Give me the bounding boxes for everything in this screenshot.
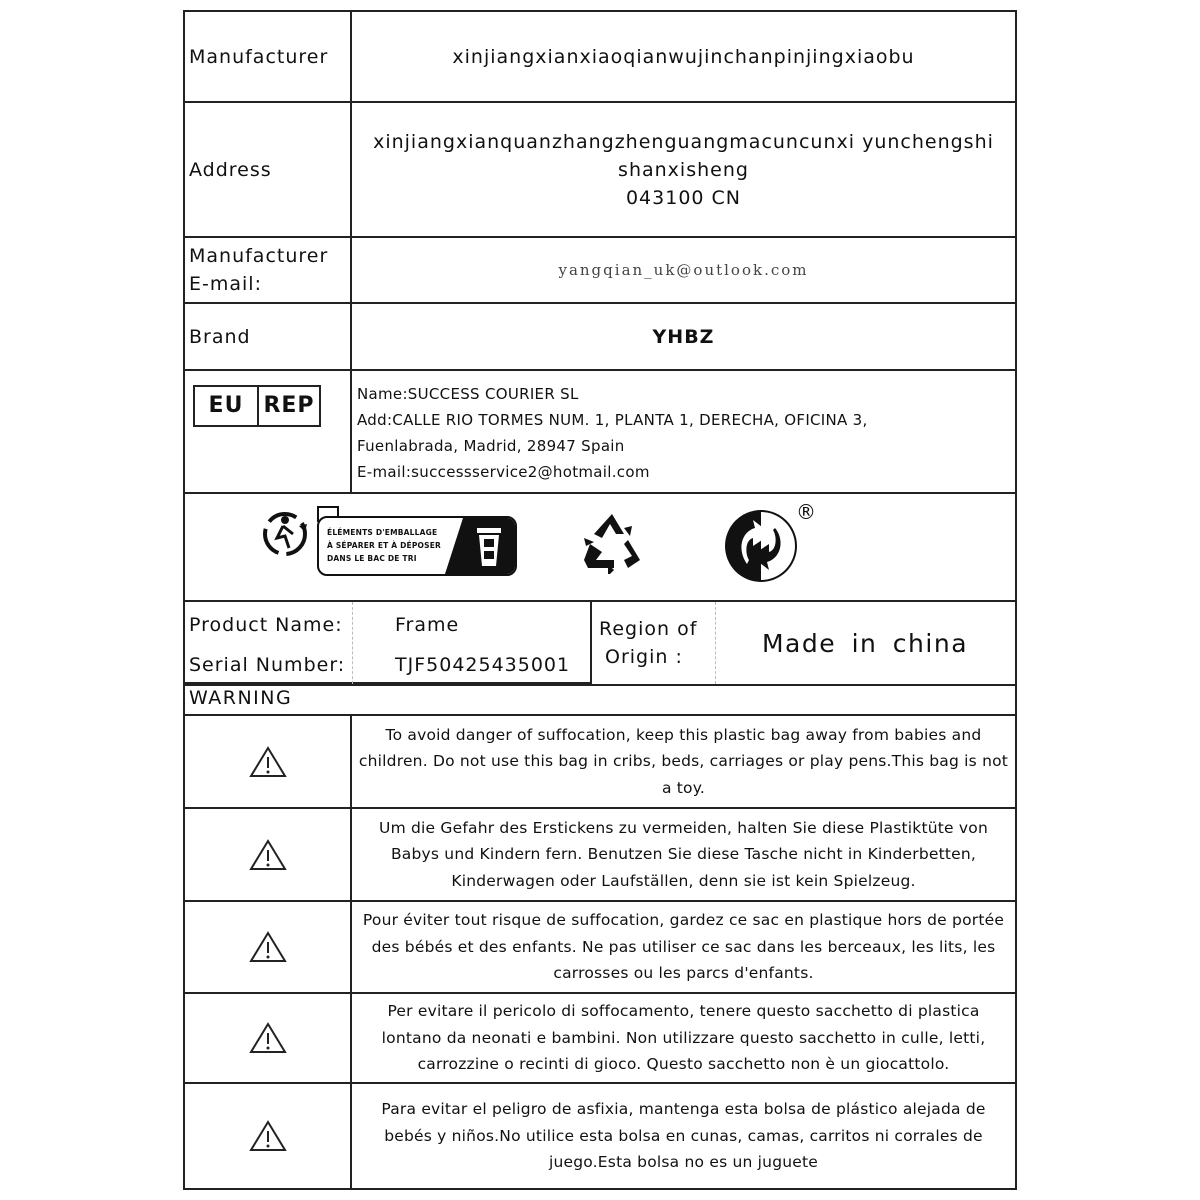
eu-rep-email: E-mail:successservice2@hotmail.com [357,463,650,481]
registered-mark: ® [796,500,816,524]
warning-text-spanish: Para evitar el peligro de asfixia, mantenga esta bolsa de plástico alejada de bebés y niños.No utilice esta bolsa en cunas, camas, carritos ni corrales de juego.Esta bolsa no es un juguete [381,1100,986,1172]
eu-rep-name: Name:SUCCESS COURIER SL [357,385,579,403]
manufacturer-value: xinjiangxianxiaoqianwujinchanpinjingxiaobu [452,45,915,68]
triman-icon [259,508,315,560]
region-label [599,602,697,684]
brand-row [185,304,1015,371]
warning-text-german: Um die Gefahr des Erstickens zu vermeiden, halten Sie diese Plastiktüte von Babys und Kindern fern. Benutzen Sie diese Tasche nicht in Kinderbetten, Kinderwagen oder Laufställen, denn sie ist kein Spielzeug. [379,818,988,890]
eu-rep-badge-cell [185,371,352,492]
email-label-line-1: Manufacturer [189,245,329,267]
address-line-2: shanxisheng [618,158,749,181]
warning-icon-cell [185,716,352,807]
email-row [185,238,1015,304]
email-label [185,238,352,302]
warning-row-english [185,716,1015,809]
brand-label: Brand [185,304,352,369]
eu-rep-badge [193,385,321,427]
manufacturer-row [185,12,1015,103]
warning-text-english: To avoid danger of suffocation, keep this plastic bag away from babies and children. Do not use this bag in cribs, beds, carriages or play pens.This bag is not a toy. [358,725,1009,797]
eu-rep-row [185,371,1015,494]
region-value: Made in china [761,628,969,658]
warning-triangle-icon [248,838,288,872]
address-line-3: 043100 CN [625,186,742,209]
product-divider [352,602,353,684]
warning-row-italian [185,994,1015,1084]
warning-icon-cell [185,994,352,1082]
warning-triangle-icon [248,1119,288,1153]
warning-row-spanish [185,1084,1015,1188]
address-value [352,103,1015,236]
email-label-line-2: E-mail: [189,273,262,295]
address-line-1: xinjiangxianquanzhangzhenguangmacuncunxi yunchengshi [373,130,994,153]
brand-value: YHBZ [652,325,715,348]
warning-icon-cell [185,809,352,900]
warning-heading-row [185,686,1015,716]
warning-row-french [185,902,1015,994]
info-tri-line-3: DANS LE BAC DE TRI [327,554,417,563]
eu-badge-text: EU [195,387,259,425]
warning-row-german [185,809,1015,902]
warning-triangle-icon [248,930,288,964]
warning-text-italian: Per evitare il pericolo di soffocamento, tenere questo sacchetto di plastica lontano da neonati e bambini. Non utilizzare questo sacchetto in culle, letti, carrozzine o recinti di gioco. Questo sacchetto non è un giocattolo. [381,1002,986,1074]
warning-icon-cell [185,902,352,992]
eu-rep-address-line-2: Fuenlabrada, Madrid, 28947 Spain [357,437,625,455]
sorting-bin-icon [445,518,515,574]
product-row [185,602,1015,686]
recycle-icon [580,510,644,574]
symbols-row [185,494,1015,602]
eu-rep-address-line-1: Add:CALLE RIO TORMES NUM. 1, PLANTA 1, DERECHA, OFICINA 3, [357,411,868,429]
region-label-line-2: Origin : [605,646,683,668]
info-tri-line-1: ÉLÉMENTS D'EMBALLAGE [327,528,438,537]
warning-triangle-icon [248,1021,288,1055]
info-tri-line-2: À SÉPARER ET À DÉPOSER [327,541,442,550]
address-row [185,103,1015,238]
product-name-value: Frame [395,614,460,636]
eu-rep-info [357,381,1011,485]
serial-number-label: Serial Number: [189,654,346,676]
rep-badge-text: REP [263,393,315,418]
email-value: yangqian_uk@outlook.com [558,261,809,279]
address-label: Address [185,103,352,236]
green-dot-icon [723,502,807,586]
product-name-label: Product Name: [189,614,343,636]
info-tri-box [317,516,517,576]
warning-heading: WARNING [189,687,293,709]
warning-icon-cell [185,1084,352,1188]
info-tri-text [327,526,441,565]
info-tri-label [317,506,517,574]
serial-number-value: TJF50425435001 [395,654,571,676]
manufacturer-label: Manufacturer [185,12,352,101]
warning-triangle-icon [248,745,288,779]
region-label-line-1: Region of [599,618,698,640]
product-label-sheet [183,10,1017,1190]
warning-text-french: Pour éviter tout risque de suffocation, gardez ce sac en plastique hors de portée des bébés et des enfants. Ne pas utiliser ce sac dans les berceaux, les lits, les carrosses ou les parcs d'enfants. [362,911,1005,983]
